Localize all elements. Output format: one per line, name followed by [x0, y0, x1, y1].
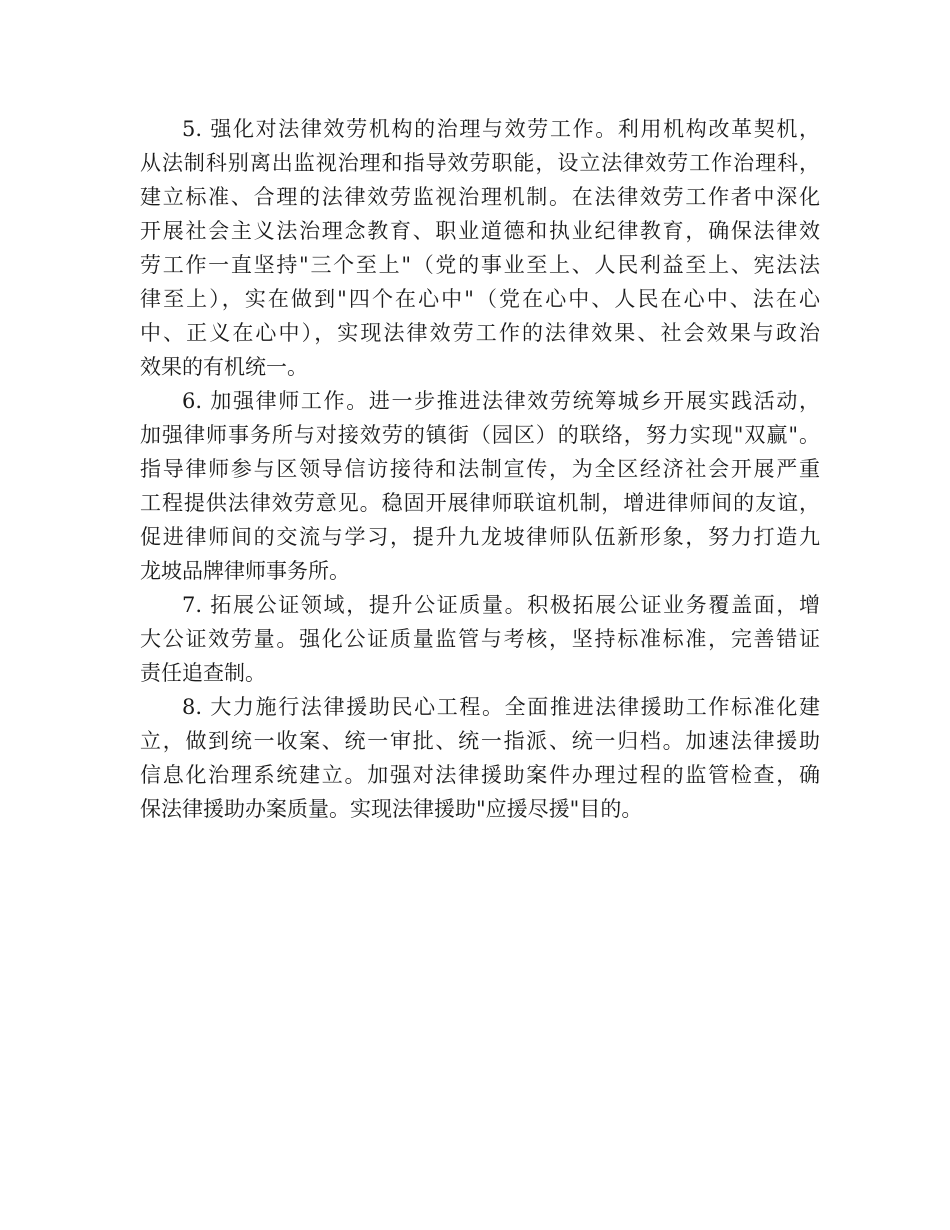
paragraph-line: 立，做到统一收案、统一审批、统一指派、统一归档。加速法律援助	[140, 729, 820, 753]
paragraph-line: 律至上），实在做到"四个在心中"（党在心中、人民在心中、法在心	[140, 287, 820, 311]
paragraph-7	[140, 588, 820, 690]
paragraph-line: 劳工作一直坚持"三个至上"（党的事业至上、人民利益至上、宪法法	[140, 253, 820, 277]
paragraph-line: 中、正义在心中），实现法律效劳工作的法律效果、社会效果与政治	[140, 321, 820, 345]
paragraph-line: 从法制科别离出监视治理和指导效劳职能，设立法律效劳工作治理科，	[140, 151, 820, 175]
paragraph-line: 工程提供法律效劳意见。稳固开展律师联谊机制，增进律师间的友谊，	[140, 491, 820, 515]
paragraph-line: 开展社会主义法治理念教育、职业道德和执业纪律教育，确保法律效	[140, 219, 820, 243]
paragraph-line: 8. 大力施行法律援助民心工程。全面推进法律援助工作标准化建	[182, 695, 820, 719]
paragraph-line: 龙坡品牌律师事务所。	[140, 559, 350, 583]
paragraph-line: 保法律援助办案质量。实现法律援助"应援尽援"目的。	[140, 797, 643, 821]
paragraph-line: 指导律师参与区领导信访接待和法制宣传，为全区经济社会开展严重	[140, 457, 820, 481]
paragraph-line: 信息化治理系统建立。加强对法律援助案件办理过程的监管检查，确	[140, 763, 820, 787]
paragraph-8	[140, 690, 820, 826]
paragraph-line: 7. 拓展公证领域，提升公证质量。积极拓展公证业务覆盖面，增	[182, 593, 820, 617]
paragraph-line: 效果的有机统一。	[140, 355, 308, 379]
paragraph-line: 建立标准、合理的法律效劳监视治理机制。在法律效劳工作者中深化	[140, 185, 820, 209]
paragraph-6	[140, 384, 820, 588]
paragraph-line: 加强律师事务所与对接效劳的镇街（园区）的联络，努力实现"双赢"。	[140, 423, 820, 447]
document-body	[140, 112, 820, 826]
paragraph-line: 责任追查制。	[140, 661, 266, 685]
paragraph-line: 5. 强化对法律效劳机构的治理与效劳工作。利用机构改革契机，	[182, 117, 820, 141]
paragraph-line: 大公证效劳量。强化公证质量监管与考核，坚持标准标准，完善错证	[140, 627, 820, 651]
paragraph-line: 促进律师间的交流与学习，提升九龙坡律师队伍新形象，努力打造九	[140, 525, 820, 549]
paragraph-line: 6. 加强律师工作。进一步推进法律效劳统筹城乡开展实践活动，	[182, 389, 820, 413]
paragraph-5	[140, 112, 820, 384]
